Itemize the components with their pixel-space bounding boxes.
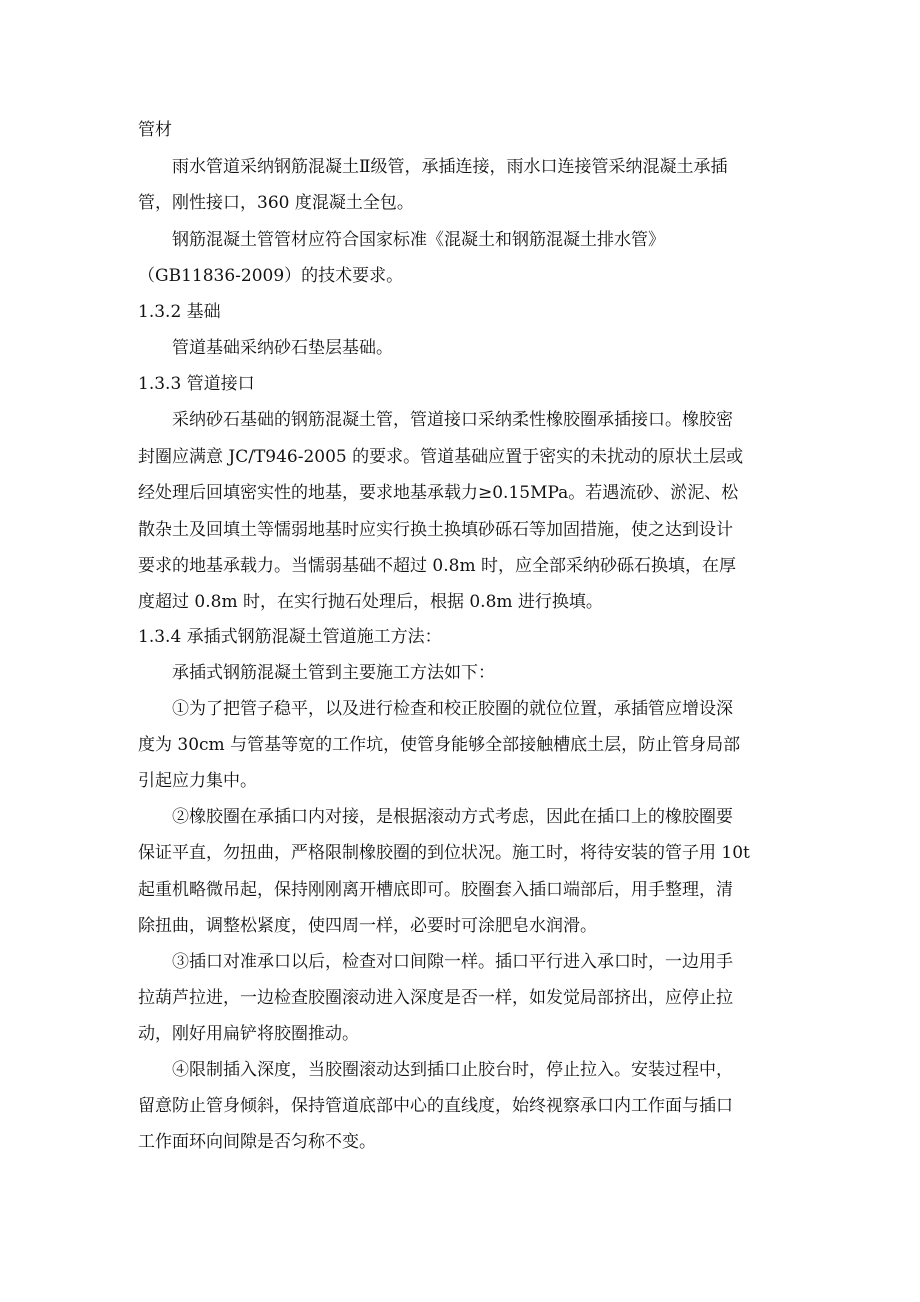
paragraph-line: 除扭曲，调整松紧度，使四周一样，必要时可涂肥皂水润滑。 [138, 916, 597, 936]
paragraph-line: ①为了把管子稳平，以及进行检查和校正胶圈的就位位置，承插管应增设深 [172, 699, 733, 719]
paragraph-line: 封圈应满意 JC/T946-2005 的要求。管道基础应置于密实的未扰动的原状土层或 [138, 447, 744, 467]
paragraph-line: 要求的地基承载力。当懦弱基础不超过 0.8m 时，应全部采纳砂砾石换填，在厚 [138, 556, 736, 576]
paragraph-line: 起重机略微吊起，保持刚刚离开槽底即可。胶圈套入插口端部后，用手整理，清 [138, 880, 733, 900]
paragraph-line: 度为 30cm 与管基等宽的工作坑，使管身能够全部接触槽底土层，防止管身局部 [138, 735, 741, 755]
paragraph-line: 经处理后回填密实性的地基，要求地基承载力≥0.15MPa。若遇流砂、淤泥、松 [138, 483, 739, 503]
paragraph-line: 工作面环向间隙是否匀称不变。 [138, 1132, 376, 1152]
paragraph-line: 留意防止管身倾斜，保持管道底部中心的直线度，始终视察承口内工作面与插口 [138, 1096, 733, 1116]
paragraph-line: 动，刚好用扁铲将胶圈推动。 [138, 1024, 359, 1044]
paragraph-line: 雨水管道采纳钢筋混凝土Ⅱ级管，承插连接，雨水口连接管采纳混凝土承插 [172, 157, 728, 177]
paragraph-line: 度超过 0.8m 时，在实行抛石处理后，根据 0.8m 进行换填。 [138, 592, 603, 612]
paragraph-line: 管，刚性接口，360 度混凝土全包。 [138, 193, 414, 213]
paragraph-line: 钢筋混凝土管管材应符合国家标准《混凝土和钢筋混凝土排水管》 [172, 230, 665, 250]
paragraph-line: ③插口对准承口以后，检查对口间隙一样。插口平行进入承口时，一边用手 [172, 952, 733, 972]
section-heading-construction-method: 1.3.4 承插式钢筋混凝土管道施工方法： [138, 627, 442, 647]
section-heading-pipe-joint: 1.3.3 管道接口 [138, 374, 255, 394]
paragraph-line: 引起应力集中。 [138, 771, 257, 791]
section-heading-foundation: 1.3.2 基础 [138, 302, 221, 322]
paragraph-line: 管道基础采纳砂石垫层基础。 [172, 338, 393, 358]
paragraph-line: 拉葫芦拉进，一边检查胶圈滚动进入深度是否一样，如发觉局部挤出，应停止拉 [138, 988, 733, 1008]
paragraph-line: ④限制插入深度，当胶圈滚动达到插口止胶台时，停止拉入。安装过程中， [172, 1060, 733, 1080]
paragraph-line: 承插式钢筋混凝土管到主要施工方法如下： [172, 663, 495, 683]
paragraph-line: 散杂土及回填土等懦弱地基时应实行换土换填砂砾石等加固措施，使之达到设计 [138, 520, 733, 540]
paragraph-line: 采纳砂石基础的钢筋混凝土管，管道接口采纳柔性橡胶圈承插接口。橡胶密 [172, 410, 733, 430]
paragraph-line: ②橡胶圈在承插口内对接，是根据滚动方式考虑，因此在插口上的橡胶圈要 [172, 807, 733, 827]
paragraph-line: 保证平直，勿扭曲，严格限制橡胶圈的到位状况。施工时，将待安装的管子用 10t [138, 843, 750, 863]
heading-pipe-material: 管材 [138, 120, 172, 140]
paragraph-line: （GB11836-2009）的技术要求。 [138, 266, 404, 286]
